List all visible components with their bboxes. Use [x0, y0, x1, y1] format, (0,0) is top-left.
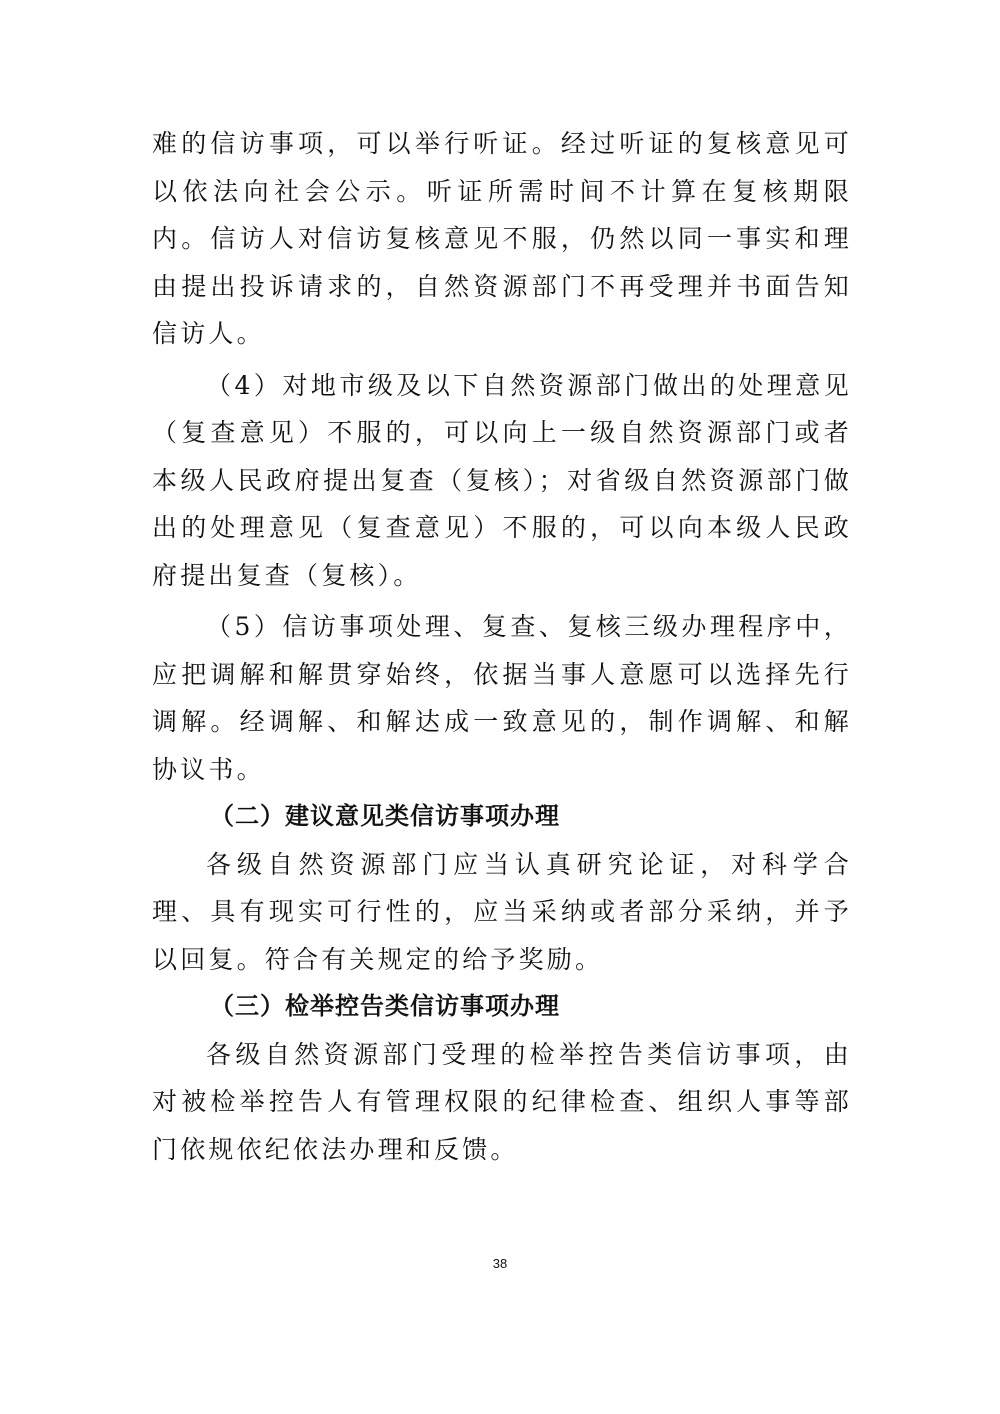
paragraph-item-4: （4）对地市级及以下自然资源部门做出的处理意见（复查意见）不服的，可以向上一级自然资源部门或者本级人民政府提出复查（复核）；对省级自然资源部门做出的处理意见（复查意见）不服的，可以向本级人民政府提出复查（复核）。	[152, 370, 852, 590]
paragraph-reports-body: 各级自然资源部门受理的检举控告类信访事项，由对被检举控告人有管理权限的纪律检查、组织人事等部门依规依纪依法办理和反馈。	[152, 1039, 852, 1164]
section-heading-suggestions: （二）建议意见类信访事项办理	[210, 802, 560, 830]
paragraph-hearing-continuation: 难的信访事项，可以举行听证。经过听证的复核意见可以依法向社会公示。听证所需时间不计算在复核期限内。信访人对信访复核意见不服，仍然以同一事实和理由提出投诉请求的，自然资源部门不再受理并书面告知信访人。	[152, 129, 852, 348]
section-heading-reports: （三）检举控告类信访事项办理	[210, 992, 560, 1020]
paragraph-item-5: （5）信访事项处理、复查、复核三级办理程序中，应把调解和解贯穿始终，依据当事人意愿可以选择先行调解。经调解、和解达成一致意见的，制作调解、和解协议书。	[152, 612, 852, 784]
document-body	[152, 120, 852, 1173]
page-number: 38	[492, 1256, 508, 1271]
paragraph-suggestions-body: 各级自然资源部门应当认真研究论证，对科学合理、具有现实可行性的，应当采纳或者部分采纳，并予以回复。符合有关规定的给予奖励。	[152, 849, 852, 974]
